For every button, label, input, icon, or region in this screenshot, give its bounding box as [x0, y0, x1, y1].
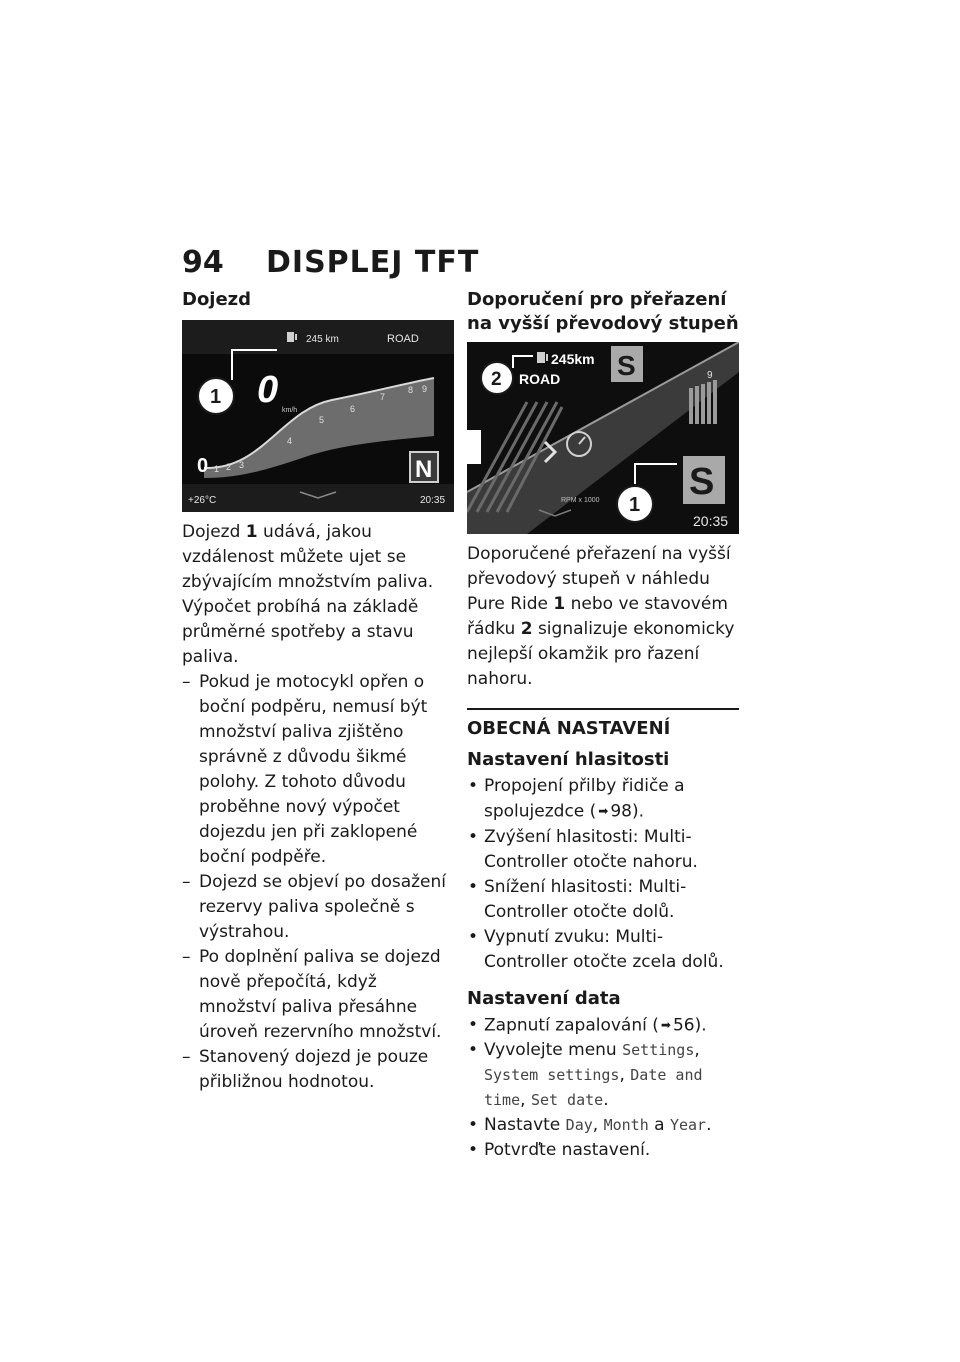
menu-settings: Settings	[622, 1041, 695, 1059]
range-description	[182, 520, 454, 670]
section-title-general: OBECNÁ NASTAVENÍ	[467, 718, 671, 739]
tft-range-figure	[182, 320, 454, 512]
clock-text: 20:35	[693, 513, 729, 529]
page-reference: 56	[672, 1015, 695, 1035]
section-heading-range: Dojezd	[182, 289, 252, 310]
rpm-label: RPM x 1000	[561, 497, 600, 504]
scale-4: 4	[287, 436, 293, 446]
callout-number-1: 1	[629, 494, 641, 516]
range-intro-c: udává, jakou vzdálenost můžete ujet se zbývajícím množstvím paliva. Výpočet probíhá na základě průměrné spotřeby a stavu paliva.	[182, 522, 434, 667]
temperature-text: +26°C	[188, 495, 217, 506]
menu-set-date: Set date	[530, 1091, 604, 1109]
shift-intro-ref1: 1	[553, 594, 566, 614]
left-column	[182, 288, 454, 1095]
volume-list	[467, 774, 739, 975]
speed-value: 0	[257, 369, 279, 411]
shift-letter-bottom: S	[689, 461, 715, 503]
chapter-title: DISPLEJ TFT	[266, 245, 480, 280]
callout-number-2: 2	[491, 369, 502, 390]
date-item-suffix: ).	[694, 1015, 707, 1035]
scale-6: 6	[350, 404, 356, 414]
separator: ,	[592, 1115, 604, 1135]
section-heading-shift: Doporučení pro přeřazení na vyšší převodový stupeň	[467, 289, 739, 334]
list-item	[467, 1013, 739, 1039]
separator: .	[706, 1115, 712, 1135]
tft-shift-figure	[467, 342, 739, 534]
separator: ,	[619, 1065, 631, 1085]
section-divider	[467, 708, 739, 710]
fuel-range-text: 245km	[551, 351, 595, 367]
scale-3: 3	[239, 460, 245, 470]
list-item: • Vypnutí zvuku: Multi-Controller otočte zcela dolů.	[467, 925, 739, 975]
scale-8: 8	[408, 385, 414, 395]
page-number: 94	[182, 245, 224, 280]
shift-description	[467, 542, 739, 692]
page-reference: 98	[610, 801, 632, 822]
gear-display: N	[415, 456, 433, 483]
date-list	[467, 1013, 739, 1164]
menu-year: Year	[669, 1116, 707, 1134]
date-item-text: Zapnutí zapalování (	[484, 1015, 659, 1035]
menu-system-settings: System settings	[484, 1066, 620, 1084]
list-item	[467, 774, 739, 825]
right-column	[467, 288, 739, 1163]
menu-date-and-time: Date and time	[484, 1066, 703, 1109]
list-item: • Zvýšení hlasitosti: Multi-Controller otočte nahoru.	[467, 825, 739, 875]
scale-2: 2	[226, 462, 232, 472]
date-item-text: Nastavte	[484, 1115, 566, 1135]
page-header	[182, 245, 479, 280]
list-item: – Po doplnění paliva se dojezd nově přepočítá, když množství paliva přesáhne úroveň rezervního množství.	[182, 945, 454, 1045]
ride-mode-text: ROAD	[519, 371, 561, 387]
list-item: • Snížení hlasitosti: Multi-Controller otočte dolů.	[467, 875, 739, 925]
list-item: – Stanovený dojezd je pouze přibližnou hodnotou.	[182, 1045, 454, 1095]
separator: a	[648, 1115, 670, 1135]
arrow-right-icon: ➡	[598, 804, 609, 818]
callout-number: 1	[210, 386, 222, 408]
volume-item-suffix: ).	[632, 801, 645, 822]
shift-intro-a: Doporučené přeřazení na vyšší převodový stupeň v náhledu Pure Ride	[467, 544, 731, 614]
separator: ,	[694, 1040, 700, 1060]
list-item: – Dojezd se objeví po dosažení rezervy paliva společně s výstrahou.	[182, 870, 454, 945]
shift-intro-c: nebo ve stavovém řádku	[467, 594, 728, 639]
scale-7: 7	[380, 392, 386, 402]
volume-item-text: Propojení přilby řidiče a spolujezdce (	[484, 776, 685, 822]
scale-5: 5	[319, 415, 325, 425]
list-item: – Pokud je motocykl opřen o boční podpěru, nemusí být množství paliva zjištěno správně z důvodu šikmé polohy. Z tohoto důvodu proběhne nový výpočet dojezdu jen při zaklopené boční podpěře.	[182, 670, 454, 870]
speed-unit: km/h	[282, 407, 298, 414]
ride-mode-text: ROAD	[387, 333, 419, 345]
gear-value: 0	[197, 455, 209, 477]
fuel-range-text: 245 km	[306, 334, 339, 345]
list-item	[467, 1113, 739, 1138]
arrow-right-icon: ➡	[660, 1017, 671, 1032]
range-notes-list	[182, 670, 454, 1095]
partial-indicator	[467, 430, 481, 464]
clock-text: 20:35	[420, 495, 446, 506]
shift-letter-top: S	[617, 350, 636, 381]
list-item	[467, 1038, 739, 1113]
volume-heading: Nastavení hlasitosti	[467, 749, 670, 770]
range-intro-ref: 1	[245, 522, 258, 542]
menu-month: Month	[603, 1116, 649, 1134]
separator: ,	[520, 1090, 531, 1110]
shift-intro-ref2: 2	[520, 619, 533, 639]
shift-intro-e: signalizuje ekonomicky nejlepší okamžik pro řazení nahoru.	[467, 619, 735, 689]
scale-1: 1	[214, 464, 220, 474]
date-heading: Nastavení data	[467, 987, 621, 1009]
separator: .	[603, 1090, 609, 1110]
scale-9: 9	[422, 384, 428, 394]
scale-9: 9	[707, 370, 713, 381]
menu-day: Day	[565, 1116, 593, 1134]
list-item: • Potvrďte nastavení.	[467, 1138, 739, 1163]
range-intro-a: Dojezd	[182, 522, 246, 542]
date-item-text: Vyvolejte menu	[484, 1040, 623, 1060]
